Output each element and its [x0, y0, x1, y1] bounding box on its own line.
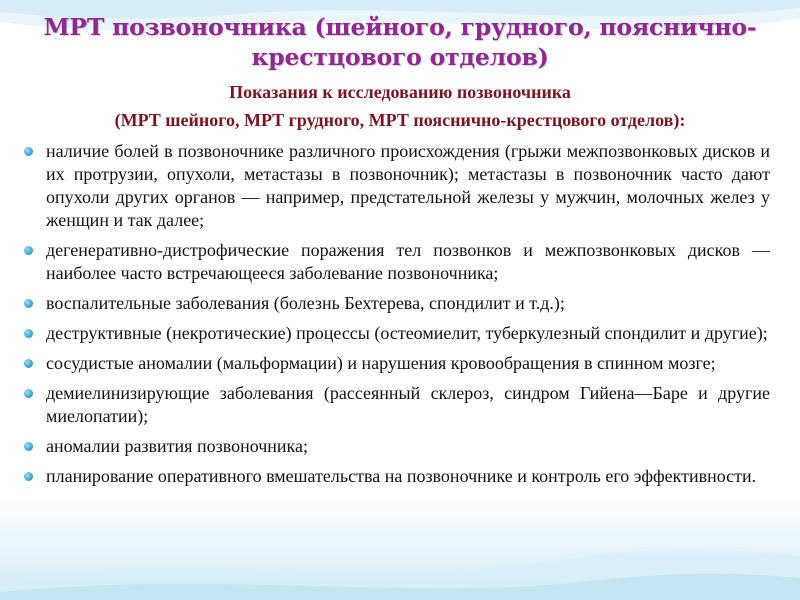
slide-title: МРТ позвоночника (шейного, грудного, пояснично-крестцового отделов)	[43, 13, 757, 71]
list-item-text: воспалительные заболевания (болезнь Бехтерева, спондилит и т.д.);	[46, 293, 565, 313]
bullet-dot-icon	[24, 329, 33, 338]
list-item-text: планирование оперативного вмешательства на позвоночнике и контроль его эффективности.	[46, 466, 757, 486]
bottom-wave-decoration	[0, 510, 800, 600]
list-item-text: сосудистые аномалии (мальформации) и нарушения кровообращения в спинном мозге;	[46, 353, 716, 373]
list-item-text: дегенеративно-дистрофические поражения тел позвонков и межпозвонковых дисков — наиболее часто встречающееся заболевание позвоночника;	[46, 240, 770, 283]
list-item	[22, 239, 770, 285]
list-item	[22, 465, 770, 488]
list-item	[22, 382, 770, 428]
bullet-dot-icon	[24, 147, 33, 156]
bullet-dot-icon	[24, 442, 33, 451]
list-item	[22, 435, 770, 458]
indications-list	[22, 140, 770, 495]
bullet-dot-icon	[24, 359, 33, 368]
indications-heading: Показания к исследованию позвоночника	[229, 82, 571, 102]
bullet-dot-icon	[24, 299, 33, 308]
list-item-text: аномалии развития позвоночника;	[46, 436, 309, 456]
list-item-text: демиелинизирующие заболевания (рассеянный склероз, синдром Гийена—Баре и другие миелопатии);	[46, 383, 770, 426]
bullet-dot-icon	[24, 389, 33, 398]
list-item-text: деструктивные (некротические) процессы (остеомиелит, туберкулезный спондилит и другие);	[46, 323, 768, 343]
list-item-text: наличие болей в позвоночнике различного происхождения (грыжи межпозвонковых дисков и их протрузии, опухоли, метастазы в позвоночник); метастазы в позвоночник часто дают опухоли других органов — например, предстательной железы у мужчин, молочных желез у женщин и так далее;	[46, 141, 770, 230]
list-item	[22, 140, 770, 232]
bullet-dot-icon	[24, 246, 33, 255]
bullet-dot-icon	[24, 472, 33, 481]
list-item	[22, 292, 770, 315]
indications-subheading: (МРТ шейного, МРТ грудного, МРТ пояснично-крестцового отделов):	[114, 110, 686, 130]
list-item	[22, 352, 770, 375]
list-item	[22, 322, 770, 345]
